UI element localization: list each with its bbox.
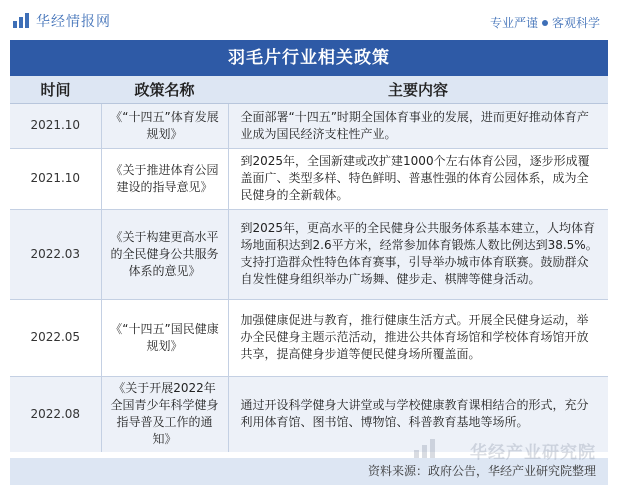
row-policy-name: 《关于构建更高水平的全民健身公共服务体系的意见》	[101, 209, 228, 299]
row-time: 2022.08	[10, 376, 101, 452]
table-row	[10, 103, 608, 148]
row-policy-name: 《“十四五”国民健康规划》	[101, 299, 228, 376]
row-time: 2021.10	[10, 148, 101, 209]
table-header-row	[10, 76, 608, 103]
row-time: 2021.10	[10, 103, 101, 148]
slogan	[490, 14, 600, 31]
table-row	[10, 148, 608, 209]
row-content: 全面部署“十四五”时期全国体育事业的发展，进而更好推动体育产业成为国民经济支柱性产业。	[228, 103, 608, 148]
slogan-left: 专业严谨	[489, 16, 538, 30]
table-row	[10, 376, 608, 452]
bar-chart-logo-icon	[12, 12, 30, 30]
policy-table	[10, 76, 608, 452]
row-content: 通过开设科学健身大讲堂或与学校健康教育课相结合的形式，充分利用体育馆、图书馆、博物馆、科普教育基地等场所。	[228, 376, 608, 452]
source-note: 资料来源：政府公告，华经产业研究院整理	[10, 458, 608, 485]
header-main-content: 主要内容	[228, 76, 608, 103]
row-policy-name: 《关于推进体育公园建设的指导意见》	[101, 148, 228, 209]
row-policy-name: 《“十四五”体育发展规划》	[101, 103, 228, 148]
table-row	[10, 209, 608, 299]
table-row	[10, 299, 608, 376]
brand-name: 华经情报网	[36, 14, 111, 30]
bullet-dot-icon	[542, 20, 548, 26]
watermark: 华经产业研究院	[470, 443, 596, 463]
slogan-right: 客观科学	[551, 16, 600, 30]
header-time: 时间	[10, 76, 101, 103]
table-title: 羽毛片行业相关政策	[10, 40, 608, 76]
row-content: 到2025年，更高水平的全民健身公共服务体系基本建立，人均体育场地面积达到2.6平方米，经常参加体育锻炼人数比例达到38.5%。支持打造群众性特色体育赛事，引导举办城市体育联赛。鼓励群众自发性健身组织举办广场舞、健步走、棋牌等健身活动。	[228, 209, 608, 299]
row-policy-name: 《关于开展2022年全国青少年科学健身指导普及工作的通知》	[101, 376, 228, 452]
row-time: 2022.05	[10, 299, 101, 376]
row-content: 加强健康促进与教育，推行健康生活方式。开展全民健身运动，举办全民健身主题示范活动，推进公共体育场馆和学校体育场馆开放共享，提高健身步道等便民健身场所覆盖面。	[228, 299, 608, 376]
header-policy-name: 政策名称	[101, 76, 228, 103]
row-content: 到2025年，全国新建或改扩建1000个左右体育公园，逐步形成覆盖面广、类型多样、特色鲜明、普惠性强的体育公园体系，成为全民健身的全新载体。	[228, 148, 608, 209]
top-bar	[0, 0, 618, 40]
row-time: 2022.03	[10, 209, 101, 299]
brand-logo	[12, 11, 111, 31]
